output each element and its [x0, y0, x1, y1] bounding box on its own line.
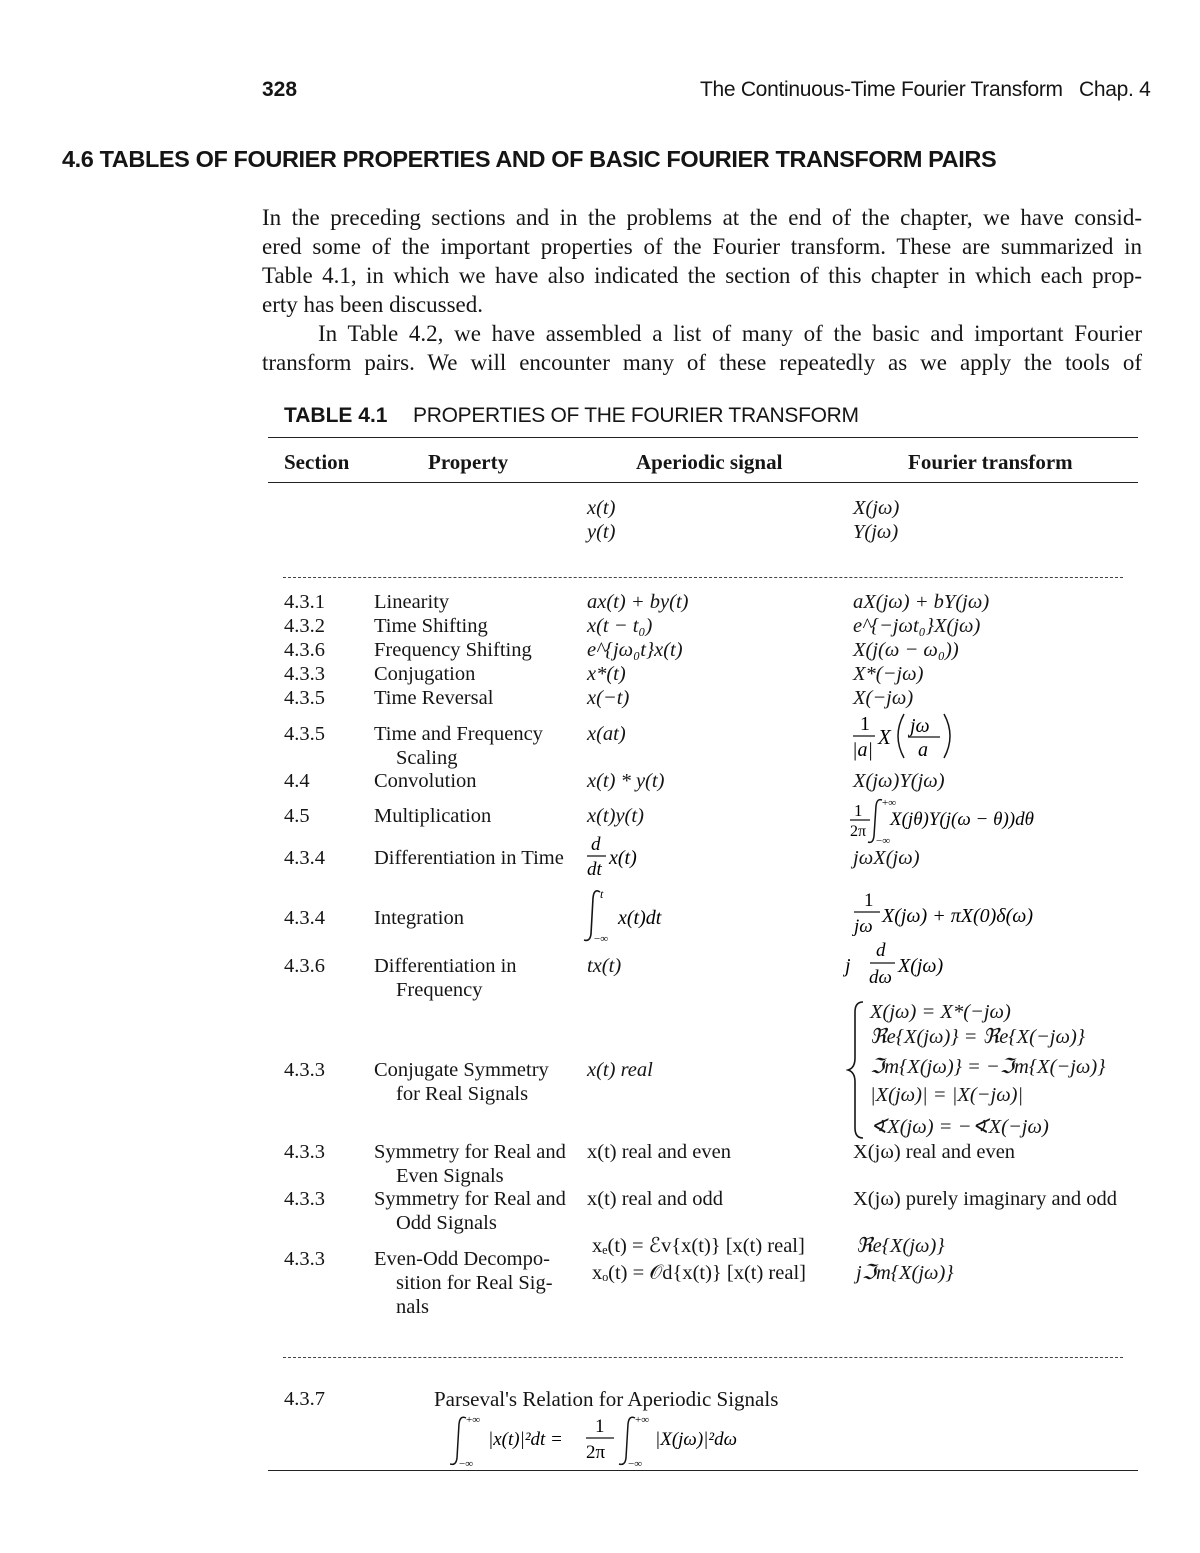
row-signal: x(−t) — [587, 687, 630, 709]
frac-num: jω — [910, 715, 930, 737]
row-signal: x*(t) — [587, 663, 626, 685]
diff-freq-transform-formula — [843, 938, 973, 990]
header-aperiodic-signal: Aperiodic signal — [636, 450, 783, 474]
lhs-integrand: |x(t)|²dt = — [488, 1429, 563, 1450]
row-signal-even: xₑ(t) = ℰv{x(t)} [x(t) real] — [592, 1235, 805, 1257]
frac-den: 2π — [850, 823, 867, 840]
row-section: 4.4 — [284, 770, 310, 792]
row-property-cont: Even Signals — [396, 1165, 504, 1187]
frac-num: 1 — [854, 801, 863, 820]
row-section: 4.3.6 — [284, 955, 325, 977]
intro-transform-y: Y(jω) — [853, 521, 899, 543]
row-section: 4.3.2 — [284, 615, 325, 637]
row-property-cont: Scaling — [396, 747, 458, 769]
upper-limit: t — [600, 887, 604, 901]
frac-den: jω — [854, 916, 873, 937]
dashed-separator — [283, 577, 1123, 578]
row-signal: x(t) real and odd — [587, 1188, 724, 1210]
frac-den: a — [918, 739, 928, 761]
lower-limit: −∞ — [459, 1458, 474, 1470]
row-signal: ax(t) + by(t) — [587, 591, 689, 613]
row-transform: X(j(ω − ω₀)) — [853, 639, 959, 661]
row-property: Linearity — [374, 591, 450, 613]
transform-term: X(jω) + πX(0)δ(ω) — [882, 905, 1034, 927]
upper-limit: +∞ — [882, 797, 897, 809]
row-property: Conjugate Symmetry — [374, 1059, 549, 1081]
row-property: Differentiation in Time — [374, 847, 564, 869]
paragraph-line: ered some of the important properties of the Fourier transform. These are summarized in — [262, 234, 1142, 259]
row-property-cont: Odd Signals — [396, 1212, 497, 1234]
frac-den: dω — [869, 967, 892, 988]
lower-limit: −∞ — [876, 835, 891, 846]
frac-num: 1 — [864, 890, 874, 911]
row-section: 4.3.3 — [284, 1248, 325, 1270]
left-brace — [846, 1000, 866, 1140]
frac-num: 1 — [860, 713, 870, 735]
row-transform: jωX(jω) — [853, 847, 920, 869]
signal-term: x(t) — [609, 847, 637, 869]
lower-limit: −∞ — [628, 1458, 643, 1470]
table-title: PROPERTIES OF THE FOURIER TRANSFORM — [413, 404, 859, 427]
row-property-cont: sition for Real Sig- — [396, 1272, 553, 1294]
right-paren — [944, 714, 950, 758]
row-transform: X(−jω) — [853, 687, 914, 709]
row-transform: X(jω) purely imaginary and odd — [853, 1188, 1117, 1210]
row-property: Time and Frequency — [374, 723, 543, 745]
row-section: 4.3.3 — [284, 1059, 325, 1081]
integrand: X(jθ)Y(j(ω − θ))dθ — [890, 809, 1034, 830]
row-section: 4.3.4 — [284, 907, 325, 929]
row-signal: x(t) real and even — [587, 1141, 731, 1163]
row-signal: x(at) — [587, 723, 626, 745]
frac-num: d — [876, 940, 886, 961]
row-section: 4.5 — [284, 805, 310, 827]
row-transform-imag: jℑm{X(jω)} — [856, 1262, 954, 1284]
row-property: Symmetry for Real and — [374, 1141, 566, 1163]
row-property: Time Reversal — [374, 687, 494, 709]
row-section: 4.3.1 — [284, 591, 325, 613]
chapter-label: Chap. 4 — [1079, 78, 1151, 101]
conj-sym-line: X(jω) = X*(−jω) — [870, 1001, 1011, 1023]
row-property: Differentiation in — [374, 955, 517, 977]
row-transform: e^{−jωt₀}X(jω) — [853, 615, 981, 637]
header-section: Section — [284, 450, 350, 474]
paragraph-line: transform pairs. We will encounter many of these repeatedly as we apply the tools of — [262, 350, 1142, 375]
row-section: 4.3.6 — [284, 639, 325, 661]
multiplication-transform-formula — [848, 792, 1068, 846]
row-section: 4.3.3 — [284, 1141, 325, 1163]
integrand: x(t)dt — [618, 907, 662, 929]
row-section: 4.3.5 — [284, 723, 325, 745]
row-transform-real: ℜe{X(jω)} — [856, 1235, 945, 1257]
row-signal: x(t)y(t) — [587, 805, 644, 827]
frac-den: 2π — [586, 1442, 606, 1463]
frac-num: 1 — [595, 1416, 605, 1437]
page-number: 328 — [262, 78, 298, 101]
upper-limit: +∞ — [635, 1414, 650, 1426]
row-signal: x(t − t₀) — [587, 615, 653, 637]
intro-transform-x: X(jω) — [853, 497, 900, 519]
transform-term: X(jω) — [898, 955, 944, 977]
row-transform: X*(−jω) — [853, 663, 924, 685]
paragraph-line: In the preceding sections and in the problems at the end of the chapter, we have consid- — [262, 205, 1142, 230]
row-transform: X(jω)Y(jω) — [853, 770, 945, 792]
parseval-equation — [450, 1412, 770, 1470]
row-property: Even-Odd Decompo- — [374, 1248, 550, 1270]
rhs-integrand: |X(jω)|²dω — [655, 1429, 738, 1450]
X-symbol: X — [878, 725, 891, 749]
integration-transform-formula — [852, 884, 1072, 942]
integration-signal-formula — [582, 884, 682, 946]
row-transform: X(jω) real and even — [853, 1141, 1016, 1163]
row-transform: aX(jω) + bY(jω) — [853, 591, 990, 613]
table-bottom-rule — [268, 1470, 1138, 1471]
header-property: Property — [428, 450, 509, 474]
conj-sym-line: ℜe{X(jω)} = ℜe{X(−jω)} — [870, 1026, 1085, 1048]
j-factor: j — [845, 955, 851, 977]
row-signal: e^{jω₀t}x(t) — [587, 639, 683, 661]
paragraph-line: Table 4.1, in which we have also indicated the section of this chapter in which each prop- — [262, 263, 1142, 288]
row-section: 4.3.3 — [284, 1188, 325, 1210]
row-section: 4.3.4 — [284, 847, 325, 869]
dashed-separator — [283, 1357, 1123, 1358]
row-property: Convolution — [374, 770, 477, 792]
table-header-rule — [268, 482, 1138, 483]
row-property-cont: for Real Signals — [396, 1083, 529, 1105]
parseval-section: 4.3.7 — [284, 1388, 325, 1410]
row-property-cont: Frequency — [396, 979, 483, 1001]
row-property: Frequency Shifting — [374, 639, 532, 661]
table-top-rule — [268, 437, 1138, 438]
intro-signal-y: y(t) — [587, 521, 616, 543]
left-paren — [898, 714, 904, 758]
row-section: 4.3.3 — [284, 663, 325, 685]
row-section: 4.3.5 — [284, 687, 325, 709]
upper-limit: +∞ — [466, 1414, 481, 1426]
paragraph-line: erty has been discussed. — [262, 292, 483, 317]
row-property: Integration — [374, 907, 464, 929]
table-label: TABLE 4.1 — [284, 404, 388, 427]
row-property: Multiplication — [374, 805, 492, 827]
frac-den: |a| — [852, 739, 873, 761]
row-property: Symmetry for Real and — [374, 1188, 566, 1210]
row-signal: x(t) real — [587, 1059, 653, 1081]
row-signal: x(t) * y(t) — [587, 770, 665, 792]
frac-num: d — [591, 834, 601, 855]
scaling-transform-formula — [848, 708, 968, 762]
conj-sym-line: ℑm{X(jω)} = −ℑm{X(−jω)} — [870, 1056, 1106, 1078]
row-property: Conjugation — [374, 663, 476, 685]
conj-sym-line: ∢X(jω) = −∢X(−jω) — [870, 1116, 1049, 1138]
row-property: Time Shifting — [374, 615, 488, 637]
parseval-title: Parseval's Relation for Aperiodic Signals — [434, 1387, 779, 1411]
diff-time-signal-formula — [584, 830, 664, 882]
frac-den: dt — [587, 859, 602, 880]
conj-sym-line: |X(jω)| = |X(−jω)| — [870, 1084, 1024, 1106]
paragraph-line: In Table 4.2, we have assembled a list of many of the basic and important Fourier — [318, 321, 1142, 346]
section-heading: 4.6 TABLES OF FOURIER PROPERTIES AND OF BASIC FOURIER TRANSFORM PAIRS — [62, 146, 997, 172]
running-head: The Continuous-Time Fourier Transform — [700, 78, 1063, 101]
lower-limit: −∞ — [594, 933, 609, 945]
row-signal-odd: xₒ(t) = 𝒪d{x(t)} [x(t) real] — [592, 1262, 806, 1284]
row-signal: tx(t) — [587, 955, 622, 977]
intro-signal-x: x(t) — [587, 497, 616, 519]
row-property-cont: nals — [396, 1296, 430, 1318]
header-fourier-transform: Fourier transform — [908, 450, 1073, 474]
